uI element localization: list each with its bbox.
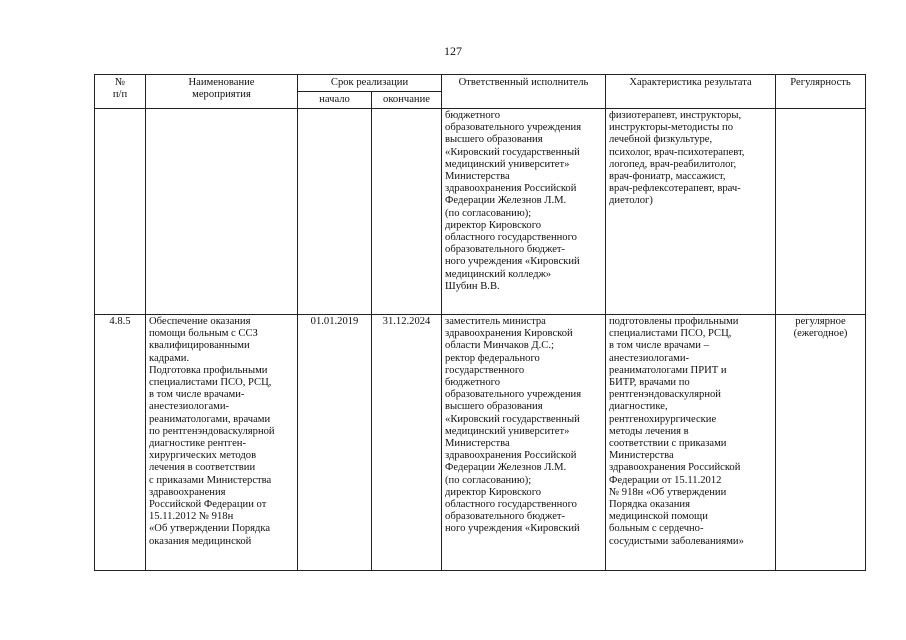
cell-name: Обеспечение оказания помощи больным с ССЗ квалифицированными кадрами. Подготовка профильными специалистами ПСО, РСЦ, в том числе врачами- анестезиологами- реаниматологами, врачами по рентгенэндоваскулярной диагностике рентген- хирургических методов лечения в соответствии с приказами Министерства здравоохранения Российской Федерации от 15.11.2012 № 918н «Об утверждении Порядка оказания медицинской (146, 315, 298, 571)
header-period: Срок реализации (298, 75, 442, 92)
header-regularity: Регулярность (776, 75, 866, 109)
table-row (95, 315, 866, 571)
cell-executor: заместитель министра здравоохранения Кировской области Минчаков Д.С.; ректор федерального государственного бюджетного образовательного учреждения высшего образования «Кировский государственный медицинский университет» Министерства здравоохранения Российской Федерации Железнов Л.М. (по согласованию); директор Кировского областного государственного образовательного бюджет- ного учреждения «Кировский (442, 315, 606, 571)
header-end: окончание (372, 92, 442, 109)
cell-regularity: регулярное (ежегодное) (776, 315, 866, 571)
cell-regularity (776, 109, 866, 315)
header-name: Наименование мероприятия (146, 75, 298, 109)
cell-end (372, 109, 442, 315)
header-num: № п/п (95, 75, 146, 109)
header-start: начало (298, 92, 372, 109)
cell-name (146, 109, 298, 315)
cell-end: 31.12.2024 (372, 315, 442, 571)
cell-start: 01.01.2019 (298, 315, 372, 571)
page-number: 127 (444, 44, 462, 58)
table-row (95, 109, 866, 315)
cell-num: 4.8.5 (95, 315, 146, 571)
cell-num (95, 109, 146, 315)
measures-table (94, 74, 866, 571)
header-result: Характеристика результата (606, 75, 776, 109)
cell-result: подготовлены профильными специалистами ПСО, РСЦ, в том числе врачами – анестезиологами- реаниматологами ПРИТ и БИТР, врачами по рентгенэндоваскулярной диагностике, рентгенохирургические методы лечения в соответствии с приказами Министерства здравоохранения Российской Федерации от 15.11.2012 № 918н «Об утверждении Порядка оказания медицинской помощи больным с сердечно- сосудистыми заболеваниями» (606, 315, 776, 571)
cell-result: физиотерапевт, инструкторы, инструкторы-методисты по лечебной физкультуре, психолог, врач-психотерапевт, логопед, врач-реабилитолог, врач-фониатр, массажист, врач-рефлексотерапевт, врач- диетолог) (606, 109, 776, 315)
header-row (95, 75, 866, 92)
header-executor: Ответственный исполнитель (442, 75, 606, 109)
cell-executor: бюджетного образовательного учреждения высшего образования «Кировский государственный медицинский университет» Министерства здравоохранения Российской Федерации Железнов Л.М. (по согласованию); директор Кировского областного государственного образовательного бюджет- ного учреждения «Кировский медицинский колледж» Шубин В.В. (442, 109, 606, 315)
cell-start (298, 109, 372, 315)
